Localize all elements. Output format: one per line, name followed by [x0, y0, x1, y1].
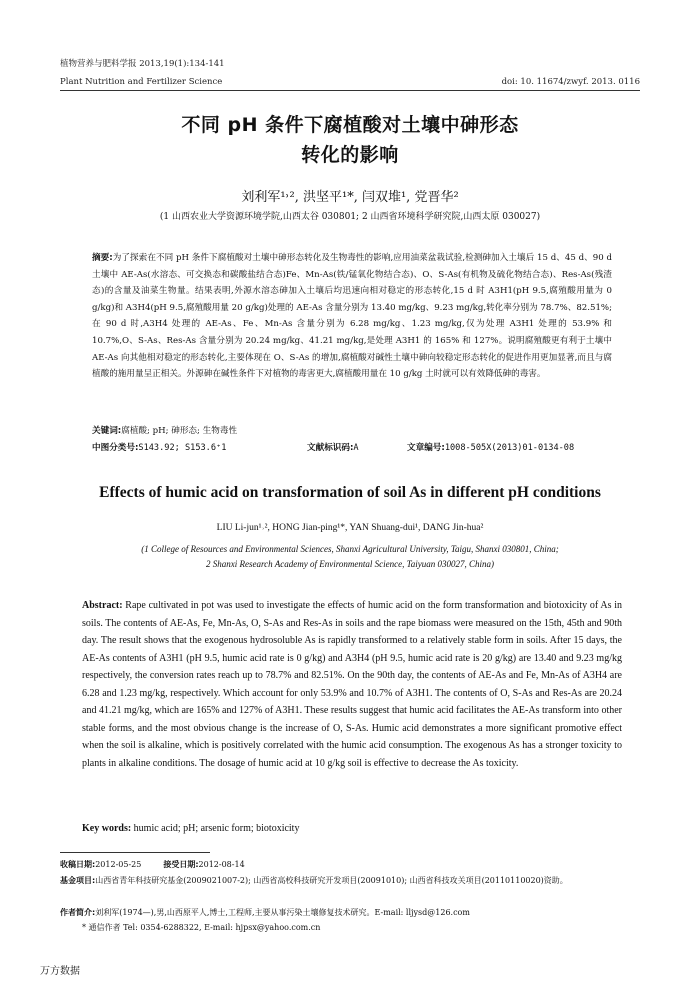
keywords-cn	[92, 424, 612, 436]
footnote-corresponding: * 通信作者 Tel: 0354-6288322, E-mail: hjpsx@yahoo.com.cn	[82, 923, 321, 932]
journal-header-en	[60, 76, 640, 88]
affiliations-cn: (1 山西农业大学资源环境学院,山西太谷 030801; 2 山西省环境科学研究院,山西太原 030027)	[159, 212, 541, 222]
footnote-rule	[60, 852, 210, 853]
fund-text: 山西省青年科技研究基金(2009021007-2); 山西省高校科技研究开发项目(20091010); 山西省科技攻关项目(20110110020)资助。	[95, 876, 568, 885]
accepted-date: 2012-08-14	[198, 860, 245, 869]
keywords-en	[82, 823, 622, 834]
abstract-cn	[92, 250, 612, 383]
doc-code-value: A	[353, 443, 359, 453]
affiliations-en	[60, 542, 640, 572]
received-label: 收稿日期:	[60, 860, 96, 869]
article-no-value: 1008-505X(2013)01-0134-08	[444, 443, 575, 453]
journal-header-cn	[60, 58, 640, 70]
classification-cn	[92, 441, 612, 453]
accepted-label: 接受日期:	[163, 860, 199, 869]
affiliation-en-line2: 2 Shanxi Research Academy of Environmental Science, Taiyuan 030027, China)	[205, 559, 495, 569]
journal-name-en: Plant Nutrition and Fertilizer Science	[60, 77, 223, 87]
title-en: Effects of humic acid on transformation of soil As in different pH conditions	[99, 484, 601, 501]
footnote-fund	[60, 874, 640, 888]
abstract-en	[82, 597, 622, 772]
footnote-dates	[60, 858, 640, 872]
abstract-en-label: Abstract:	[82, 600, 123, 611]
clc-value: S143.92; S153.6⁺1	[138, 443, 227, 453]
footnote-author	[60, 906, 640, 920]
keywords-en-text: humic acid; pH; arsenic form; biotoxicity	[133, 823, 300, 834]
author-bio-text: 刘利军(1974—),男,山西原平人,博士,工程师,主要从事污染土壤修复技术研究。E-mail: lljysd@126.com	[95, 908, 470, 917]
clc-label: 中图分类号:	[92, 443, 139, 453]
authors-cn: 刘利军¹˒², 洪坚平¹*, 闫双堆¹, 党晋华²	[241, 190, 459, 205]
title-cn-line1: 不同 pH 条件下腐植酸对土壤中砷形态	[181, 114, 519, 136]
doi-text: doi: 10. 11674/zwyf. 2013. 0116	[501, 77, 640, 87]
fund-label: 基金项目:	[60, 876, 96, 885]
header-rule	[60, 90, 640, 91]
affiliation-en-line1: (1 College of Resources and Environmental Sciences, Shanxi Agricultural University, Taigu, Shanxi 030801, China;	[141, 544, 559, 554]
title-cn	[60, 110, 640, 170]
title-cn-line2: 转化的影响	[301, 144, 399, 166]
abstract-cn-text: 为了探索在不同 pH 条件下腐植酸对土壤中砷形态转化及生物毒性的影响,应用油菜盆栽试验,检测砷加入土壤后 15 d、45 d、90 d 土壤中 AE-As(水溶态、可交换态和碳酸盐结合态)Fe、Mn-As(铁/锰氧化物结合态)、O、S-As(有机物及硫化物结合态)、Res-As(残渣态)的含量及油菜生物量。结果表明,外源水溶态砷加入土壤后均迅速向相对稳定的形态转化,15 d 时 A3H1(pH 9.5,腐殖酸用量为 0 g/kg)和 A3H4(pH 9.5,腐殖酸用量 20 g/kg)处理的 AE-As 含量分别为 13.40 mg/kg、9.23 mg/kg,转化率分别为 78.7%、82.51%;在 90 d 时,A3H4 处理的 AE-As、Fe、Mn-As 含量分别为 6.28 mg/kg、1.23 mg/kg,仅为处理 A3H1 处理的 53.9% 和 10.7%,O、S-As、Res-As 含量分别为 20.24 mg/kg、41.21 mg/kg,是处理 A3H1 的 165% 和 127%。说明腐殖酸更有利于土壤中 AE-As 向其他相对稳定的形态转化,主要体现在 O、S-As 的增加,腐植酸对碱性土壤中砷向较稳定形态转化的促进作用更加显著,而且与腐植酸的施用量呈正相关。外源砷在碱性条件下对植物的毒害更大,腐植酸用量在 10 g/kg 土时就可以有效降低砷的毒害。	[92, 253, 612, 380]
abstract-en-text: Rape cultivated in pot was used to investigate the effects of humic acid on the form transformation and biotoxicity of As in soils. The contents of AE-As, Fe, Mn-As, O, S-As and Res-As in soils and the rape biomass were measured on the 15th, 45th and 90th day. The result shows that the exogenous hydrosoluble As is rapidly transformed to a relatively stable form in soils. After 15 days, the AE-As contents of A3H1 (pH 9.5, humic acid rate is 0 g/kg) and A3H4 (pH 9.5, humic acid rate is 20 g/kg) are 13.40 and 9.23 mg/kg respectively, the conversion rates reach up to 78.7% and 82.51%. On the 90th day, the contents of AE-As and Fe, Mn-As of A3H4 are 6.28 and 1.23 mg/kg, respectively. Which account for only 53.9% and 10.7% of A3H1. The contents of O, S-As and Res-As are 20.24 and 41.21 mg/kg, which are 165% and 127% of A3H1. These results suggest that humic acid facilitates the AE-As transform into other stable forms, and the most obvious change is the increase of O, S-As. Humic acid demonstrates a more significant promotive effect when the soil is alkaline, which is positively correlated with the humic acid consumption. The exogenous As has a stronger toxicity to plants in alkaline conditions. The dosage of humic acid at 10 g/kg soil is effective to decrease the As toxicity.	[82, 600, 623, 769]
received-date: 2012-05-25	[95, 860, 142, 869]
author-bio-label: 作者简介:	[60, 908, 96, 917]
keywords-en-label: Key words:	[82, 823, 132, 834]
doc-code-label: 文献标识码:	[307, 443, 354, 453]
authors-en: LIU Li-jun¹˒², HONG Jian-ping¹*, YAN Shuang-dui¹, DANG Jin-hua²	[216, 523, 484, 533]
article-no-label: 文章编号:	[407, 443, 445, 453]
keywords-cn-text: 腐植酸; pH; 砷形态; 生物毒性	[121, 426, 238, 436]
abstract-cn-label: 摘要:	[92, 253, 113, 263]
keywords-cn-label: 关键词:	[92, 426, 122, 436]
journal-name-cn: 植物营养与肥料学报 2013,19(1):134-141	[60, 59, 225, 69]
watermark-text: 万方数据	[40, 966, 80, 977]
